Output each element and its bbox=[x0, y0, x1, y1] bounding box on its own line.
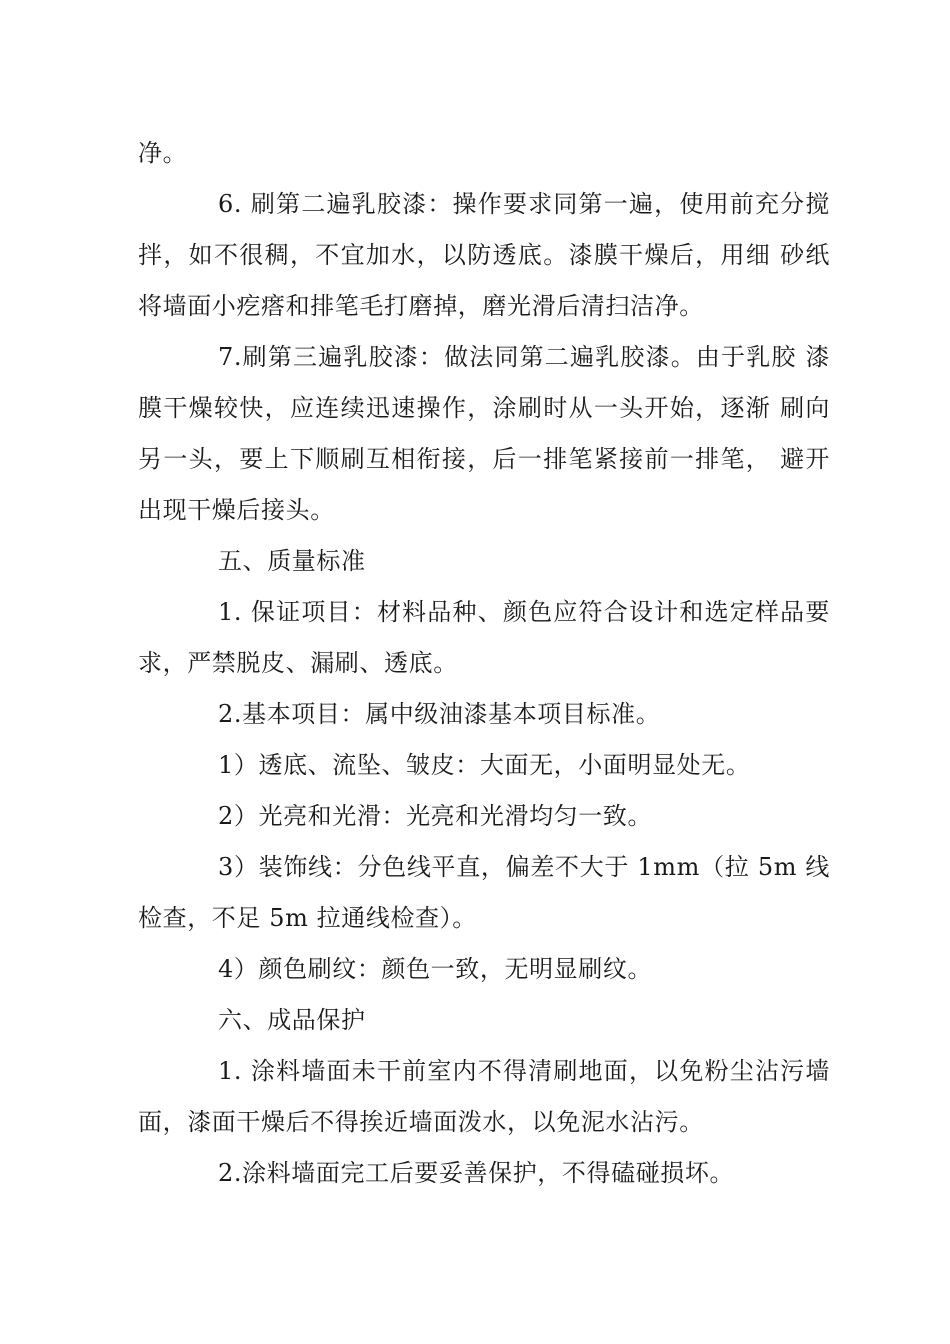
paragraph-continuation: 净。 bbox=[138, 139, 188, 167]
paragraph-basic-items: 2.基本项目：属中级油漆基本项目标准。 bbox=[218, 700, 661, 728]
paragraph-step-6: 6. 刷第二遍乳胶漆：操作要求同第一遍，使用前充分搅拌，如不很稠，不宜加水，以防透底。漆膜干燥后，用细 砂纸将墙面小疙瘩和排笔毛打磨掉，磨光滑后清扫洁净。 bbox=[138, 190, 830, 320]
section-heading-quality-standard: 五、质量标准 bbox=[218, 547, 366, 575]
paragraph-protection-1: 1. 涂料墙面未干前室内不得清刷地面，以免粉尘沾污墙面，漆面干燥后不得挨近墙面泼水，以免泥水沾污。 bbox=[138, 1057, 830, 1136]
paragraph-step-7: 7.刷第三遍乳胶漆：做法同第二遍乳胶漆。由于乳胶 漆膜干燥较快，应连续迅速操作，涂刷时从一头开始，逐渐 刷向另一头，要上下顺刷互相衔接，后一排笔紧接前一排笔， 避开出现干燥后接头。 bbox=[138, 343, 830, 524]
paragraph-basic-item-2: 2）光亮和光滑：光亮和光滑均匀一致。 bbox=[218, 802, 653, 830]
paragraph-basic-item-1: 1）透底、流坠、皱皮：大面无，小面明显处无。 bbox=[218, 751, 751, 779]
paragraph-basic-item-4: 4）颜色刷纹：颜色一致，无明显刷纹。 bbox=[218, 955, 653, 983]
section-heading-product-protection: 六、成品保护 bbox=[218, 1006, 366, 1034]
paragraph-basic-item-3: 3）装饰线：分色线平直，偏差不大于 1mm（拉 5m 线检查，不足 5m 拉通线检查）。 bbox=[138, 853, 830, 932]
paragraph-guarantee-items: 1. 保证项目：材料品种、颜色应符合设计和选定样品要求，严禁脱皮、漏刷、透底。 bbox=[138, 598, 830, 677]
paragraph-protection-2: 2.涂料墙面完工后要妥善保护，不得磕碰损坏。 bbox=[218, 1159, 735, 1187]
document-body bbox=[138, 128, 830, 1199]
